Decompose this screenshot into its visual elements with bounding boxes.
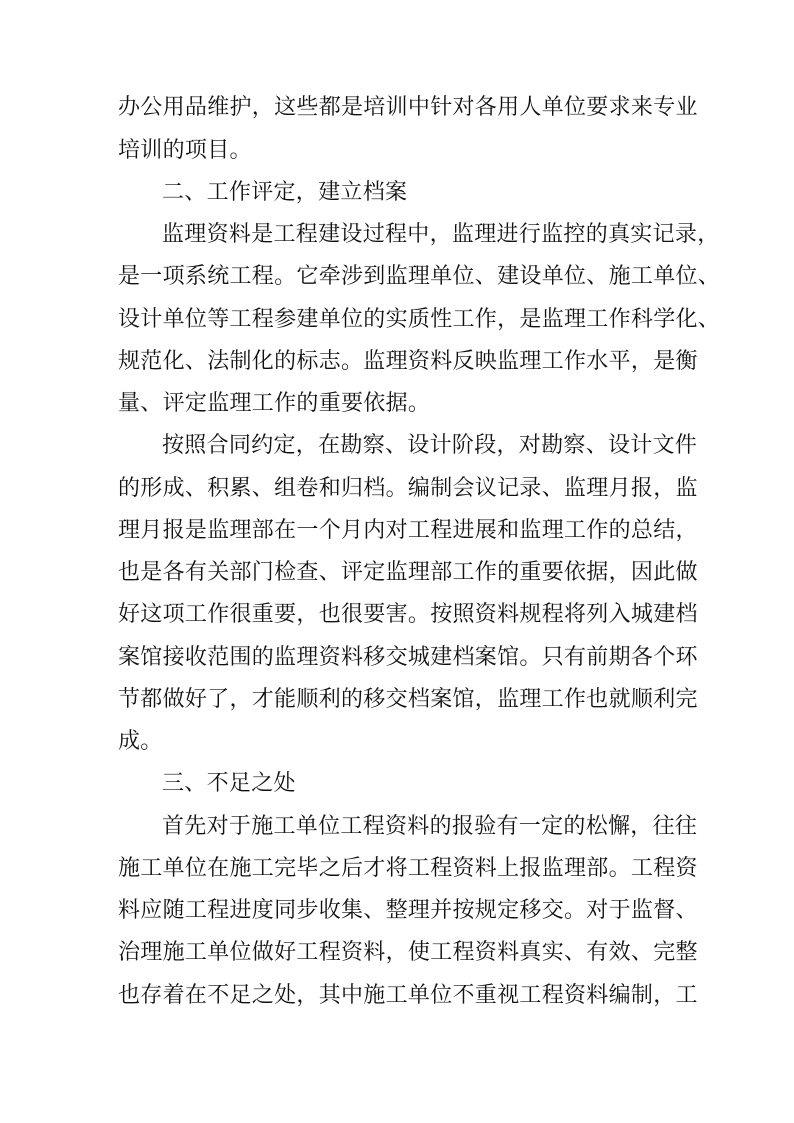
text-line: 的形成、积累、组卷和归档。编制会议记录、监理月报，监 [118,476,698,501]
text-line: 节都做好了，才能顺利的移交档案馆，监理工作也就顺利完 [118,687,698,712]
text-line: 首先对于施工单位工程资料的报验有一定的松懈，往往 [162,814,698,839]
text-line: 料应随工程进度同步收集、整理并按规定移交。对于监督、 [118,898,698,923]
text-line: 设计单位等工程参建单位的实质性工作，是监理工作科学化、 [118,307,721,332]
text-line: 培训的项目。 [118,138,252,163]
text-line: 规范化、法制化的标志。监理资料反映监理工作水平，是衡 [118,349,698,374]
section-heading: 三、不足之处 [162,771,296,796]
text-line: 也是各有关部门检查、评定监理部工作的重要依据，因此做 [118,560,698,585]
text-line: 按照合同约定，在勘察、设计阶段，对勘察、设计文件 [162,433,698,458]
text-line: 监理资料是工程建设过程中，监理进行监控的真实记录， [162,222,720,247]
section-heading: 二、工作评定，建立档案 [162,180,408,205]
text-line: 理月报是监理部在一个月内对工程进展和监理工作的总结， [118,518,698,543]
text-line: 施工单位在施工完毕之后才将工程资料上报监理部。工程资 [118,856,698,881]
text-line: 量、评定监理工作的重要依据。 [118,391,431,416]
text-line: 办公用品维护，这些都是培训中针对各用人单位要求来专业 [118,95,698,120]
text-line: 治理施工单位做好工程资料，使工程资料真实、有效、完整 [118,940,698,965]
text-line: 成。 [118,729,163,754]
text-line: 是一项系统工程。它牵涉到监理单位、建设单位、施工单位、 [118,264,721,289]
text-line: 好这项工作很重要，也很要害。按照资料规程将列入城建档 [118,602,698,627]
text-line: 也存着在不足之处，其中施工单位不重视工程资料编制，工 [118,983,698,1008]
text-line: 案馆接收范围的监理资料移交城建档案馆。只有前期各个环 [118,645,698,670]
